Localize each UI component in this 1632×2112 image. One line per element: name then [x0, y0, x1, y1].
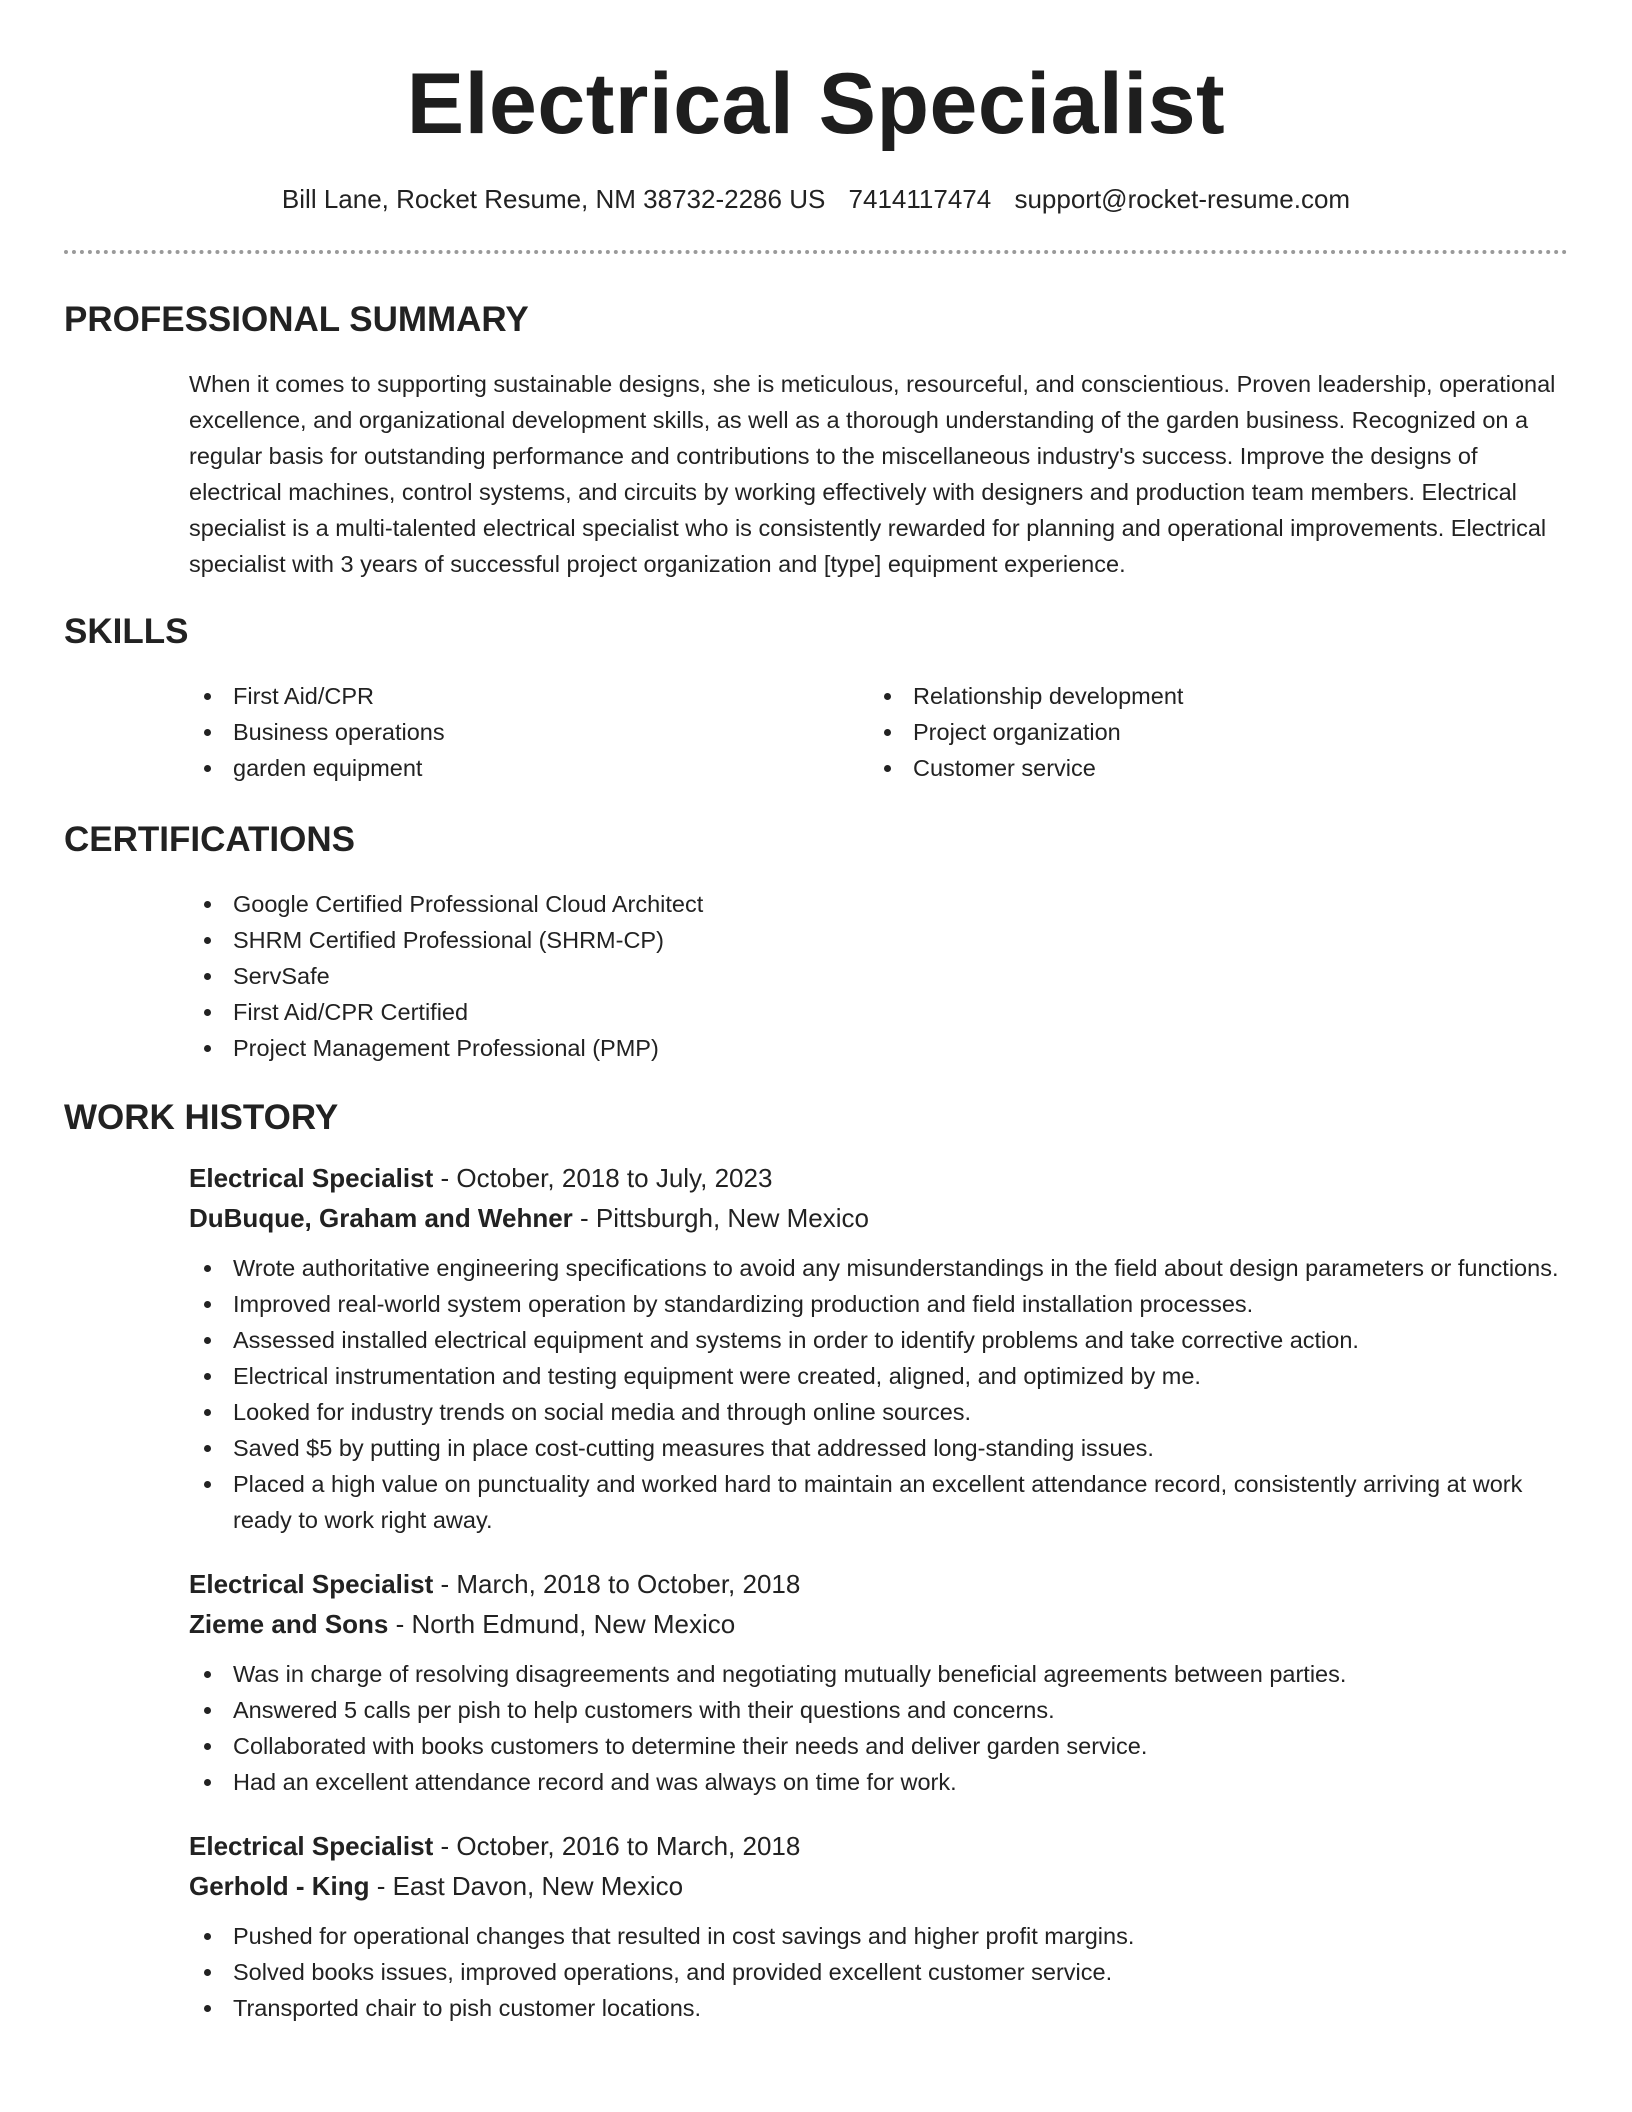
job-location: - North Edmund, New Mexico: [388, 1609, 736, 1639]
certifications-section: [64, 818, 1568, 1066]
job-entry: [189, 1564, 1560, 1800]
summary-section: [64, 298, 1568, 582]
job-title: Electrical Specialist: [189, 1163, 434, 1193]
job-bullet: Placed a high value on punctuality and worked hard to maintain an excellent attendance record, consistently arriving at work ready to work right away.: [189, 1466, 1560, 1538]
certifications-heading: CERTIFICATIONS: [64, 820, 356, 859]
job-company: DuBuque, Graham and Wehner: [189, 1203, 573, 1233]
job-dates: - October, 2016 to March, 2018: [433, 1831, 801, 1861]
job-bullets: [189, 1250, 1560, 1538]
job-dates: - October, 2018 to July, 2023: [433, 1163, 773, 1193]
skill-item: Business operations: [189, 714, 869, 750]
skill-item: Relationship development: [869, 678, 1549, 714]
job-title-line: [189, 1564, 1560, 1604]
job-company-line: [189, 1604, 1560, 1644]
summary-text: When it comes to supporting sustainable designs, she is meticulous, resourceful, and conscientious. Proven leadership, operational excellence, and organizational development skills, as well as a thorough understanding of the garden business. Recognized on a regular basis for outstanding performance and contributions to the miscellaneous industry's success. Improve the designs of electrical machines, control systems, and circuits by working effectively with designers and production team members. Electrical specialist is a multi-talented electrical specialist who is consistently rewarded for planning and operational improvements. Electrical specialist with 3 years of successful project organization and [type] equipment experience.: [189, 371, 1556, 577]
job-company-line: [189, 1198, 1560, 1238]
certification-item: First Aid/CPR Certified: [189, 994, 1560, 1030]
job-company-line: [189, 1866, 1560, 1906]
job-company: Gerhold - King: [189, 1871, 370, 1901]
job-bullet: Assessed installed electrical equipment and systems in order to identify problems and take corrective action.: [189, 1322, 1560, 1358]
skill-item: garden equipment: [189, 750, 869, 786]
job-bullet: Pushed for operational changes that resulted in cost savings and higher profit margins.: [189, 1918, 1560, 1954]
job-location: - Pittsburgh, New Mexico: [572, 1203, 870, 1233]
contact-line: [64, 182, 1568, 216]
work-history-heading: WORK HISTORY: [64, 1098, 339, 1137]
contact-email: support@rocket-resume.com: [1014, 184, 1351, 214]
certification-item: ServSafe: [189, 958, 1560, 994]
contact-phone: 7414117474: [848, 184, 992, 214]
job-bullets: [189, 1918, 1560, 2026]
job-title-line: [189, 1158, 1560, 1198]
job-title-line: [189, 1826, 1560, 1866]
skills-section: [64, 610, 1568, 786]
job-entry: [189, 1826, 1560, 2026]
job-location: - East Davon, New Mexico: [369, 1871, 684, 1901]
job-bullet: Saved $5 by putting in place cost-cutting measures that addressed long-standing issues.: [189, 1430, 1560, 1466]
certifications-list: [189, 886, 1560, 1066]
job-bullet: Collaborated with books customers to determine their needs and deliver garden service.: [189, 1728, 1560, 1764]
job-bullet: Improved real-world system operation by standardizing production and field installation processes.: [189, 1286, 1560, 1322]
job-bullet: Wrote authoritative engineering specifications to avoid any misunderstandings in the field about design parameters or functions.: [189, 1250, 1560, 1286]
contact-address: Bill Lane, Rocket Resume, NM 38732-2286 US: [281, 184, 826, 214]
job-dates: - March, 2018 to October, 2018: [433, 1569, 801, 1599]
work-history-section: [64, 1096, 1568, 2026]
skill-item: Project organization: [869, 714, 1549, 750]
job-bullets: [189, 1656, 1560, 1800]
job-bullet: Solved books issues, improved operations, and provided excellent customer service.: [189, 1954, 1560, 1990]
skills-grid: [189, 678, 1560, 786]
skills-heading: SKILLS: [64, 612, 189, 651]
skills-list-right: [869, 678, 1549, 786]
job-title: Electrical Specialist: [189, 1831, 434, 1861]
job-entry: [189, 1158, 1560, 1538]
job-bullet: Had an excellent attendance record and was always on time for work.: [189, 1764, 1560, 1800]
certification-item: SHRM Certified Professional (SHRM-CP): [189, 922, 1560, 958]
job-company: Zieme and Sons: [189, 1609, 389, 1639]
certification-item: Project Management Professional (PMP): [189, 1030, 1560, 1066]
skill-item: First Aid/CPR: [189, 678, 869, 714]
resume-title: Electrical Specialist: [406, 56, 1226, 152]
certification-item: Google Certified Professional Cloud Architect: [189, 886, 1560, 922]
job-bullet: Was in charge of resolving disagreements and negotiating mutually beneficial agreements between parties.: [189, 1656, 1560, 1692]
job-title: Electrical Specialist: [189, 1569, 434, 1599]
skills-list-left: [189, 678, 869, 786]
skill-item: Customer service: [869, 750, 1549, 786]
job-bullet: Looked for industry trends on social media and through online sources.: [189, 1394, 1560, 1430]
job-bullet: Electrical instrumentation and testing equipment were created, aligned, and optimized by me.: [189, 1358, 1560, 1394]
job-bullet: Transported chair to pish customer locations.: [189, 1990, 1560, 2026]
header-divider: [64, 250, 1568, 254]
summary-heading: PROFESSIONAL SUMMARY: [64, 300, 529, 339]
job-bullet: Answered 5 calls per pish to help customers with their questions and concerns.: [189, 1692, 1560, 1728]
